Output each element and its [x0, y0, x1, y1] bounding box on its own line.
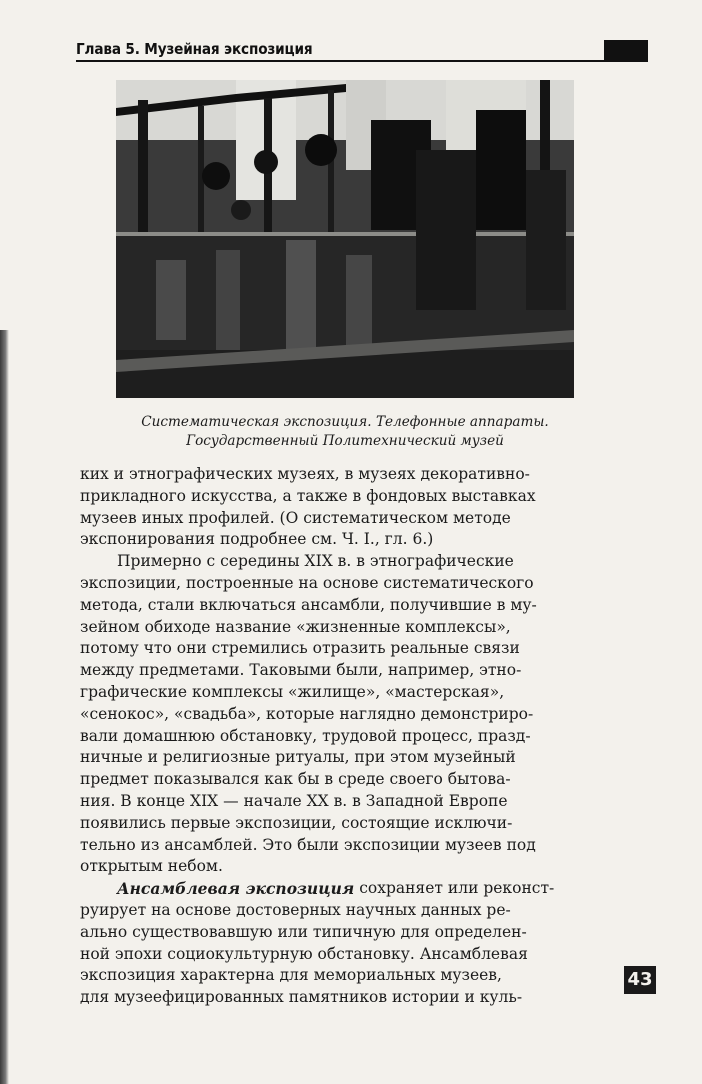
chapter-title: Глава 5. Музейная экспозиция — [76, 40, 313, 58]
header-block — [604, 40, 648, 62]
text-line: открытым небом. — [80, 857, 223, 876]
text-line: графические комплексы «жилище», «мастерская», — [80, 682, 505, 701]
text-line: потому что они стремились отразить реальные связи — [80, 639, 520, 658]
body-text — [80, 464, 606, 1009]
term-continuation: сохраняет или реконст- — [359, 879, 555, 898]
text-line: появились первые экспозиции, состоящие исключи- — [80, 813, 513, 832]
text-line: между предметами. Таковыми были, например, этно- — [80, 661, 522, 680]
text-line: предмет показывался как бы в среде своего бытова- — [80, 770, 511, 789]
text-line: «сенокос», «свадьба», которые наглядно демонстриро- — [80, 704, 534, 723]
text-line: ной эпохи социокультурную обстановку. Ансамблевая — [80, 944, 528, 963]
text-line: ально существовавшую или типичную для определен- — [80, 922, 527, 941]
text-line: Примерно с середины XIX в. в этнографические — [117, 552, 514, 571]
scan-edge-shadow — [0, 330, 9, 1084]
text-line: экспозиция характерна для мемориальных музеев, — [80, 966, 502, 985]
exhibition-photo — [116, 80, 574, 398]
caption-line-2: Государственный Политехнический музей — [186, 433, 504, 449]
term-ensemble-exposition: Ансамблевая экспозиция — [117, 879, 355, 899]
text-line: ких и этнографических музеях, в музеях декоративно- — [80, 465, 530, 483]
text-line: ничные и религиозные ритуалы, при этом музейный — [80, 748, 516, 767]
header-rule — [76, 60, 648, 62]
text-line: для музеефицированных памятников истории и куль- — [80, 988, 523, 1007]
text-line: метода, стали включаться ансамбли, получившие в му- — [80, 595, 537, 614]
figure-caption — [100, 413, 590, 451]
text-line-term — [80, 878, 606, 900]
text-line: зейном обиходе название «жизненные комплексы», — [80, 617, 511, 636]
text-line: музеев иных профилей. (О систематическом методе — [80, 508, 511, 527]
text-line: вали домашнюю обстановку, трудовой процесс, празд- — [80, 726, 531, 745]
page-number: 43 — [624, 966, 656, 994]
text-line: экспонирования подробнее см. Ч. I., гл. 6.) — [80, 530, 434, 549]
text-line: ния. В конце XIX — начале XX в. в Западной Европе — [80, 791, 508, 810]
caption-line-1: Систематическая экспозиция. Телефонные аппараты. — [141, 414, 549, 430]
text-line: руирует на основе достоверных научных данных ре- — [80, 900, 511, 919]
running-header — [76, 38, 648, 66]
text-line: прикладного искусства, а также в фондовых выставках — [80, 486, 536, 505]
text-line: экспозиции, построенные на основе систематического — [80, 573, 534, 592]
text-line: тельно из ансамблей. Это были экспозиции музеев под — [80, 835, 536, 854]
